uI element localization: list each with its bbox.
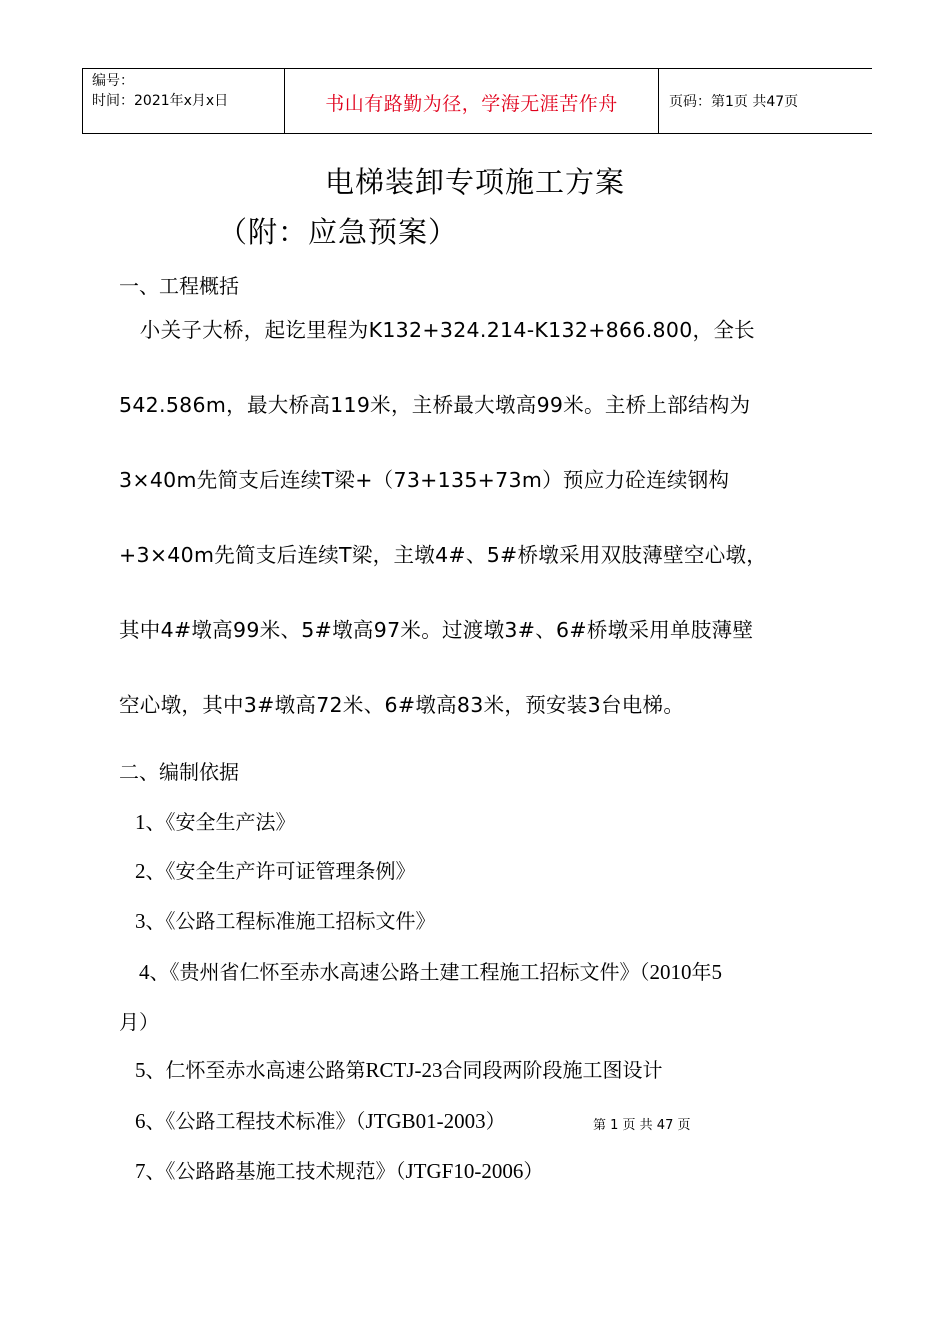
- paragraph-line: 其中4#墩高99米、5#墩高97米。过渡墩3#、6#桥墩采用单肢薄壁: [119, 618, 754, 642]
- paragraph-line: 542.586m，最大桥高119米，主桥最大墩高99米。主桥上部结构为: [119, 393, 751, 417]
- reference-item: 7、《公路路基施工技术规范》（JTGF10-2006）: [135, 1159, 544, 1183]
- paragraph-line: 3×40m先简支后连续T梁+（73+135+73m）预应力砼连续钢构: [119, 468, 730, 492]
- page-footer: 第 1 页 共 47 页: [593, 1118, 691, 1133]
- motto-text: 书山有路勤为径，学海无涯苦作舟: [325, 92, 618, 115]
- header-motto-cell: [285, 69, 659, 133]
- overview-paragraph: [119, 293, 839, 743]
- paragraph-line: 小关子大桥，起讫里程为K132+324.214-K132+866.800，全长: [119, 318, 755, 342]
- reference-item: 1、《安全生产法》: [135, 810, 296, 834]
- paragraph-line: +3×40m先简支后连续T梁，主墩4#、5#桥墩采用双肢薄壁空心墩，: [119, 543, 768, 567]
- reference-item: 2、《安全生产许可证管理条例》: [135, 859, 416, 883]
- paragraph-line: 空心墩，其中3#墩高72米、6#墩高83米，预安装3台电梯。: [119, 693, 685, 717]
- code-label: 编号：: [92, 73, 134, 89]
- header-page-cell: [659, 69, 872, 133]
- header-meta-cell: [83, 69, 285, 133]
- document-title: 电梯装卸专项施工方案: [324, 165, 625, 199]
- reference-item: 4、《贵州省仁怀至赤水高速公路土建工程施工招标文件》（2010年5: [139, 960, 722, 984]
- page-info: 页码：第1页 共47页: [669, 94, 799, 110]
- header-table: [82, 68, 872, 134]
- document-subtitle: （附：应急预案）: [218, 215, 459, 249]
- reference-item: 6、《公路工程技术标准》（JTGB01-2003）: [135, 1109, 506, 1133]
- time-label: 时间：2021年x月x日: [92, 93, 229, 109]
- section-heading-basis: 二、编制依据: [119, 760, 239, 784]
- reference-item: 5、仁怀至赤水高速公路第RCTJ-23合同段两阶段施工图设计: [135, 1058, 663, 1082]
- reference-item-continuation: 月）: [119, 1010, 159, 1034]
- section-heading-overview: 一、工程概括: [119, 274, 239, 298]
- reference-item: 3、《公路工程标准施工招标文件》: [135, 909, 436, 933]
